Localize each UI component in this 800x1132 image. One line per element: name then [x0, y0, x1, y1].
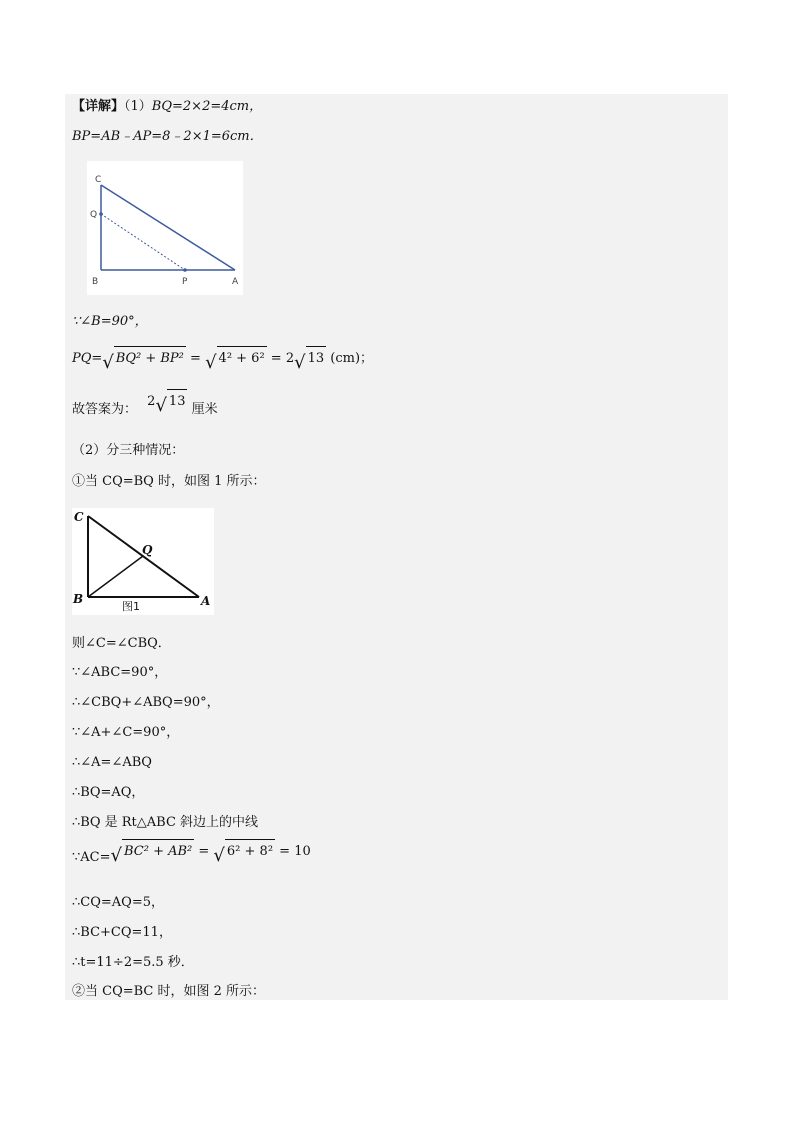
answer-radicand: 13 [167, 389, 188, 414]
angle-b-line [72, 314, 148, 330]
part1-label: （1） [124, 99, 152, 114]
pq-formula [72, 346, 374, 373]
equals-2: = 2 [266, 351, 295, 366]
radical-3: √ 13 [294, 346, 326, 371]
ac90-line: ∵∠A+∠C=90°， [72, 725, 180, 740]
radicand-3: 13 [306, 346, 327, 371]
pq-lhs: PQ= [72, 351, 103, 366]
case1-heading: ①当 CQ=BQ 时，如图 1 所示： [72, 474, 266, 489]
part2-heading: （2）分三种情况： [72, 443, 185, 458]
label-p: P [182, 277, 188, 287]
label-q: Q [142, 543, 153, 557]
radicand-5: 6² + 8² [225, 839, 275, 864]
answer-value: 2 √ 13 [147, 389, 187, 414]
sum-line: ∴∠CBQ+∠ABQ=90°， [72, 695, 220, 710]
bq-expression: BQ=2×2=4cm， [151, 99, 263, 114]
solution-heading [72, 99, 262, 115]
answer-unit: 厘米 [191, 402, 218, 417]
segment-pq [101, 214, 185, 270]
label-a: A [201, 594, 211, 608]
angle-b-text: ∵∠B=90°， [72, 314, 148, 329]
radicand-2: 4² + 6² [217, 346, 267, 371]
equals-4: = 10 [275, 844, 311, 859]
label-c: C [95, 175, 102, 185]
label-b: B [92, 277, 99, 287]
pq-unit: (cm)； [326, 351, 374, 366]
figure-1-cq-bq [72, 508, 214, 615]
cq-aq-line: ∴CQ=AQ=5， [72, 895, 164, 910]
answer-label: 故答案为： [72, 402, 138, 417]
radical-1: √ BQ² + BP² [102, 346, 186, 371]
figure-right-triangle-pq [87, 161, 243, 295]
t-line: ∴t=11÷2=5.5 秒． [72, 955, 194, 970]
bc-cq-line: ∴BC+CQ=11， [72, 925, 172, 940]
radical-2: √ 4² + 6² [205, 346, 267, 371]
median-line: ∴BQ 是 Rt△ABC 斜边上的中线 [72, 815, 259, 830]
label-a: A [232, 277, 239, 287]
radical-4: √ BC² + AB² [111, 839, 195, 864]
segment-bq [88, 556, 143, 597]
ac-formula [72, 845, 311, 869]
radicand-1: BQ² + BP² [114, 346, 186, 371]
bq-aq-line: ∴BQ=AQ， [72, 785, 145, 800]
ac-lhs: ∵AC= [72, 850, 111, 865]
then-line: 则∠C=∠CBQ． [72, 636, 171, 651]
equals-1: = [185, 351, 206, 366]
point-q [99, 212, 103, 216]
answer-coef: 2 [147, 394, 156, 409]
point-p [183, 268, 187, 272]
label-c: C [74, 510, 84, 524]
radical-5: √ 6² + 8² [213, 839, 275, 864]
figure-caption: 图1 [122, 600, 140, 613]
bp-expression: BP=AB﹣AP=8﹣2×1=6cm． [72, 129, 263, 144]
detail-tag: 【详解】 [72, 99, 125, 114]
equals-3: = [194, 844, 214, 859]
abc90-line: ∵∠ABC=90°， [72, 665, 168, 680]
radicand-4: BC² + AB² [122, 839, 194, 864]
a-abq-line: ∴∠A=∠ABQ [72, 755, 152, 770]
answer-line [72, 394, 218, 421]
label-b: B [73, 592, 84, 606]
label-q: Q [90, 210, 98, 220]
case2-heading: ②当 CQ=BC 时，如图 2 所示： [72, 984, 266, 999]
